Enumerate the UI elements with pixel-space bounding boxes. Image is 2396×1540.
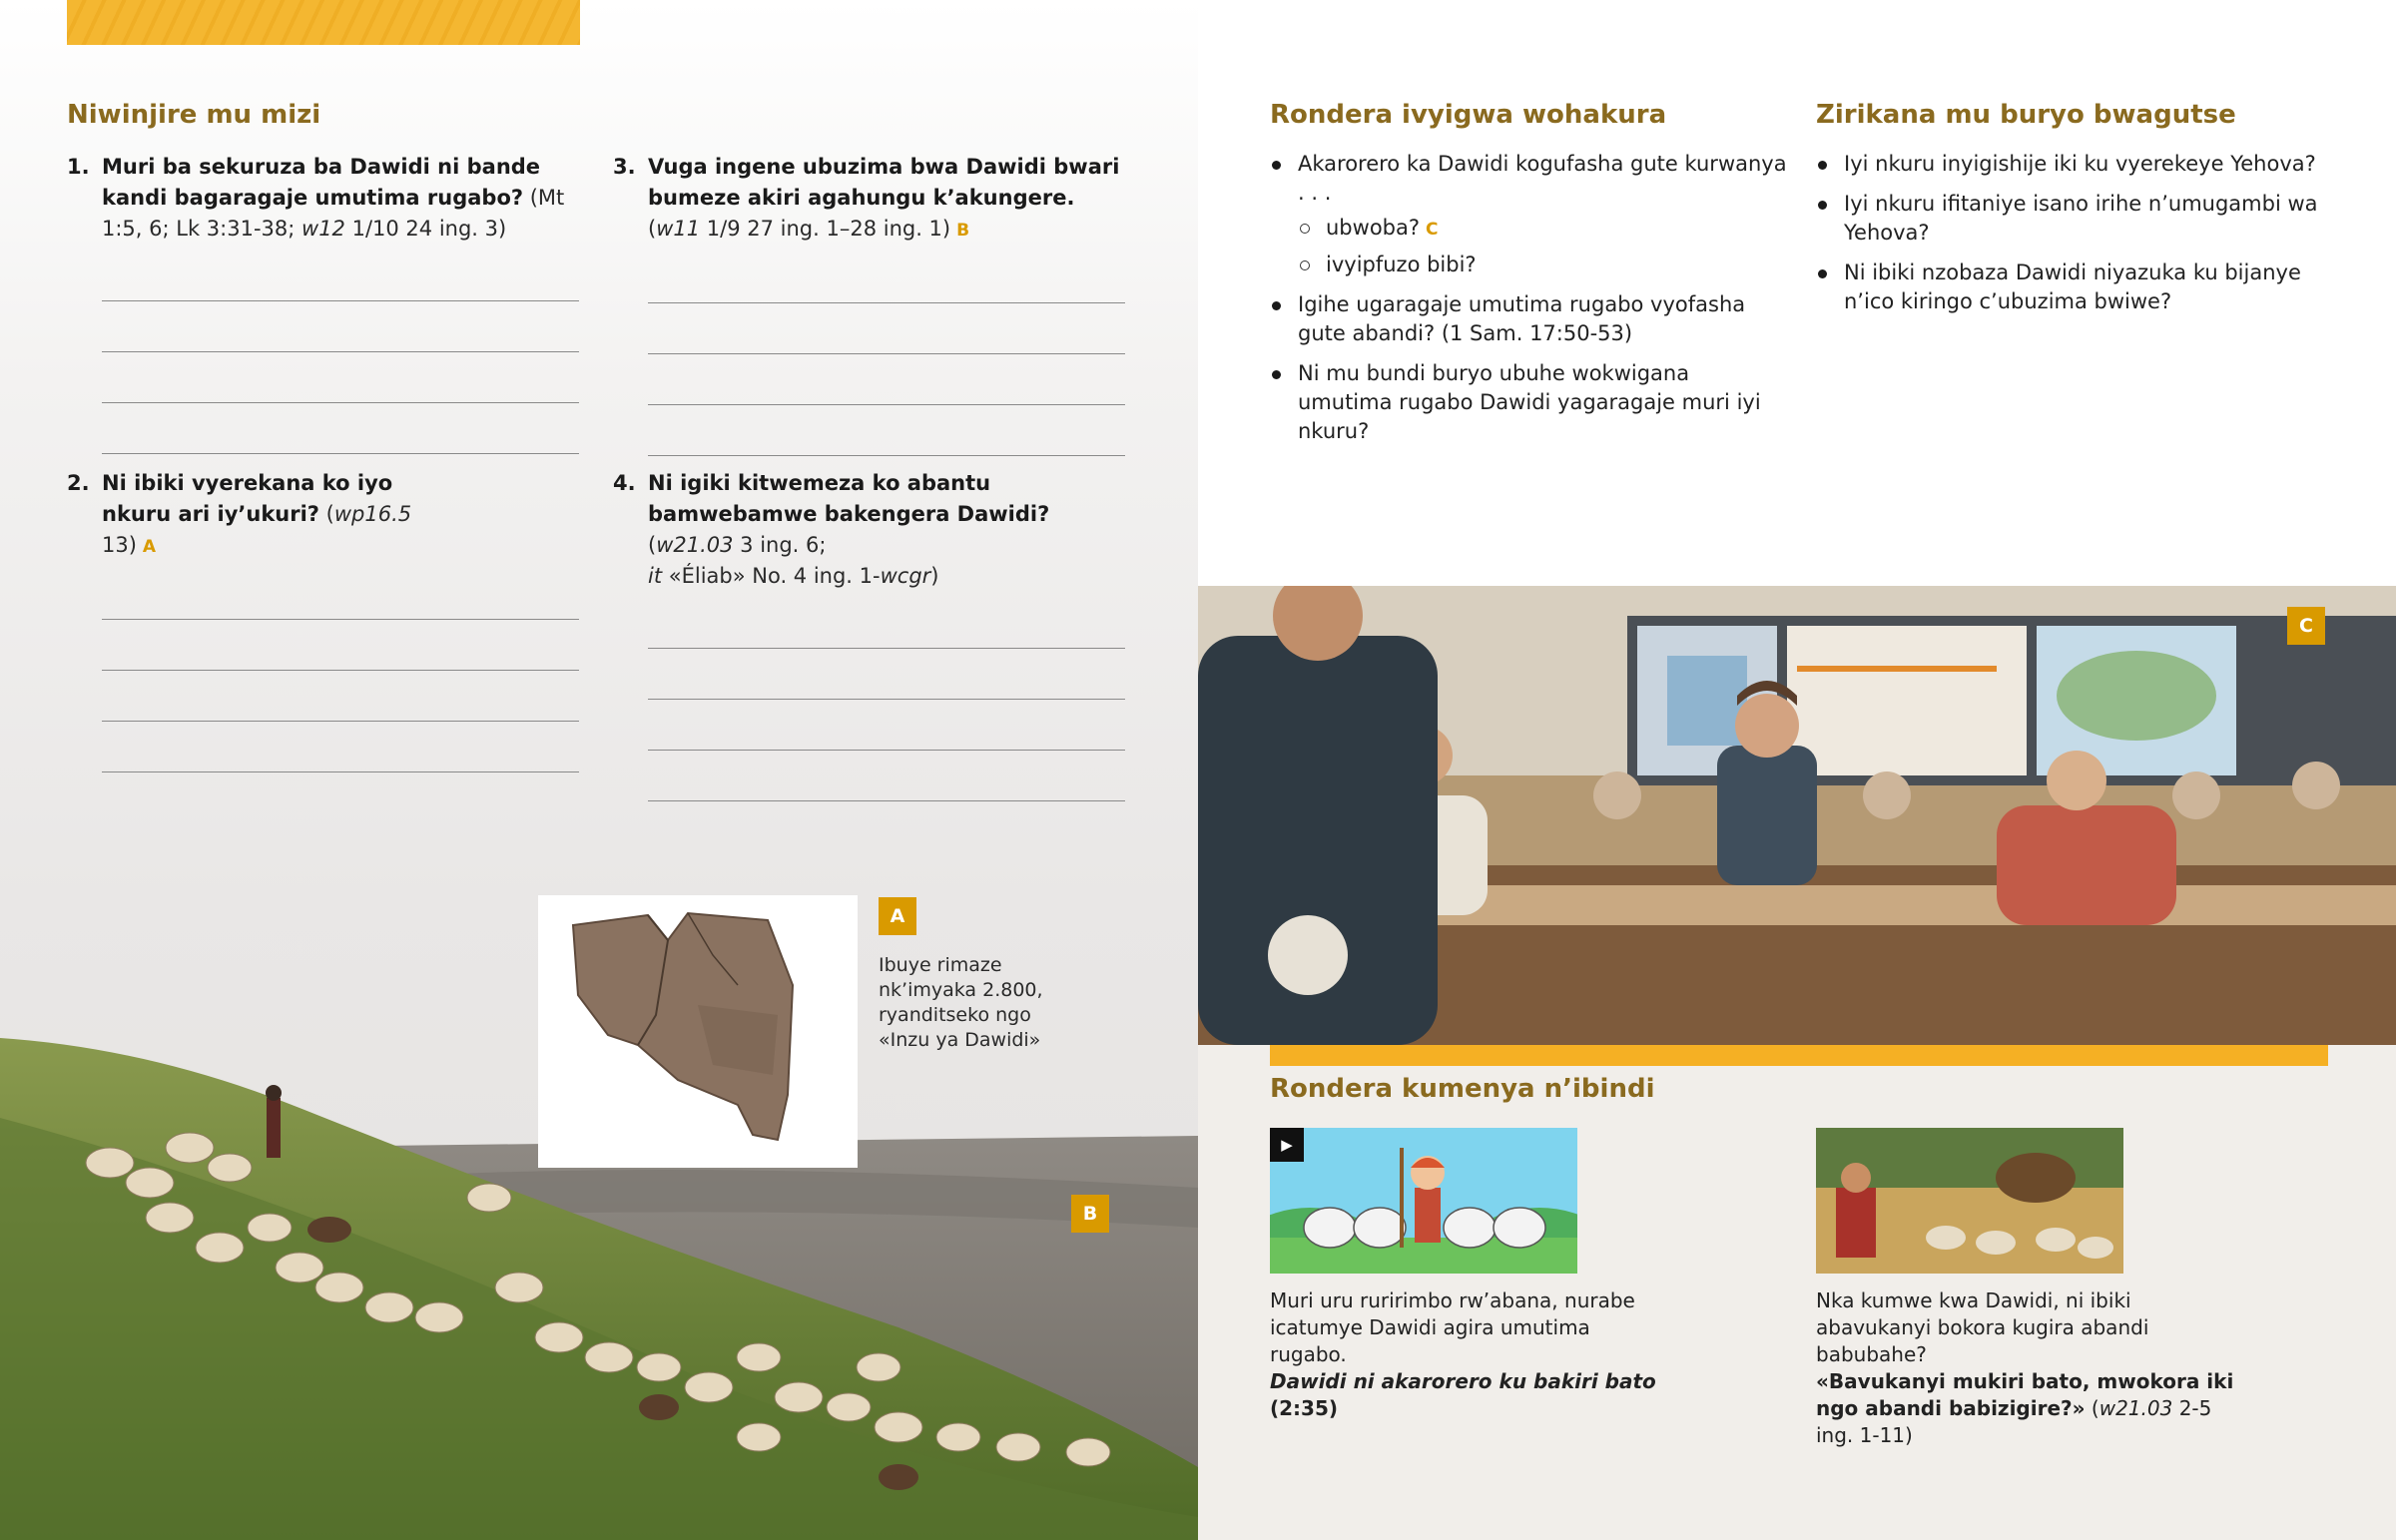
answer-line[interactable]: [102, 403, 579, 454]
publication-link[interactable]: it: [648, 564, 663, 588]
question-reference: [648, 217, 950, 241]
question-text: Ni igiki kitwemeza ko abantu bamwebamwe bakengera Dawidi?: [648, 471, 1050, 526]
cartoon-shepherd-image: [1270, 1128, 1577, 1274]
list-item-text: Iyi nkuru ifitaniye isano irihe n’umugambi wa Yehova?: [1844, 192, 2318, 245]
question-4: [613, 468, 1122, 801]
list-item: [1270, 359, 1789, 446]
reference-close: ): [930, 564, 939, 588]
answer-line[interactable]: [102, 620, 579, 671]
reference-tail: 3 ing. 6;: [733, 533, 827, 557]
reference-open: (: [2085, 1396, 2099, 1420]
reflect-list-container: [1816, 150, 2335, 327]
section-heading-lessons: Rondera ivyigwa wohakura: [1270, 100, 1667, 130]
question-text: Ni ibiki vyerekana ko iyo nkuru ari iy’ukuri?: [102, 471, 393, 526]
answer-line[interactable]: [102, 245, 579, 301]
reference-link[interactable]: (Mt 1:5, 6; Lk 3:31-38;: [102, 186, 565, 241]
list-item-text: Ni mu bundi buryo ubuhe wokwigana umutima rugabo Dawidi yagaragaje muri iyi nkuru?: [1298, 361, 1761, 443]
stone-fragment-icon: [538, 895, 858, 1168]
sub-list-item: [1298, 251, 1789, 279]
reference-tail: «Éliab» No. 4 ing. 1-: [662, 564, 881, 588]
article-thumbnail[interactable]: [1816, 1128, 2123, 1274]
artifact-caption: Ibuye rimaze nk’imyaka 2.800, ryanditseko ngo «Inzu ya Dawidi»: [879, 954, 1043, 1051]
video-thumbnail[interactable]: [1270, 1128, 1577, 1274]
answer-line[interactable]: [102, 563, 579, 620]
image-tag-c[interactable]: C: [1426, 220, 1439, 240]
reference-open: (: [648, 217, 657, 241]
publication-link[interactable]: w21.03: [656, 533, 734, 557]
reference-tail: 2-5 ing. 1-11): [1816, 1396, 2212, 1447]
article-title-link[interactable]: «Bavukanyi mukiri bato, mwokora iki ngo abandi babizigire?»: [1816, 1369, 2234, 1420]
image-tag-b[interactable]: B: [956, 221, 970, 241]
video-duration: (2:35): [1270, 1396, 1339, 1420]
question-text: Vuga ingene ubuzima bwa Dawidi bwari bumeze akiri agahungu k’akungere.: [648, 155, 1120, 210]
play-icon[interactable]: ▶: [1270, 1128, 1304, 1162]
publication-link[interactable]: w12: [301, 217, 345, 241]
accent-bar: [1270, 1045, 2328, 1066]
section-heading-roots: Niwinjire mu mizi: [67, 100, 321, 130]
reference-open: (: [648, 533, 657, 557]
sub-list-item-text: ivyipfuzo bibi?: [1326, 253, 1477, 276]
lessons-list-container: [1270, 150, 1789, 457]
sub-list-item-text: ubwoba?: [1326, 216, 1421, 240]
sub-list: [1298, 214, 1789, 279]
answer-line[interactable]: [648, 303, 1125, 354]
list-item-text: Igihe ugaragaje umutima rugabo vyofasha gute abandi? (1 Sam. 17:50-53): [1298, 292, 1746, 345]
question-number: 3.: [613, 155, 636, 179]
sub-list-item: [1298, 214, 1789, 245]
publication-link[interactable]: wcgr: [880, 564, 931, 588]
reference-tail: 1/10 24 ing. 3): [344, 217, 507, 241]
section-heading-reflect: Zirikana mu buryo bwagutse: [1816, 100, 2236, 130]
article-caption: [1816, 1287, 2235, 1449]
question-reference: [648, 533, 939, 588]
list-item: [1816, 258, 2335, 316]
answer-line[interactable]: [102, 352, 579, 403]
answer-line[interactable]: [102, 671, 579, 722]
answer-line[interactable]: [648, 405, 1125, 456]
image-label-b: B: [1071, 1195, 1109, 1233]
list-item-text: Iyi nkuru inyigishije iki ku vyerekeye Yehova?: [1844, 152, 2316, 176]
answer-line[interactable]: [648, 247, 1125, 303]
right-page: [1198, 0, 2396, 1540]
image-label-a: A: [879, 897, 916, 935]
answer-line[interactable]: [648, 354, 1125, 405]
question-number: 1.: [67, 155, 90, 179]
answer-line[interactable]: [648, 751, 1125, 801]
question-text: Muri ba sekuruza ba Dawidi ni bande kandi bagaragaje umutima rugabo?: [102, 155, 541, 210]
question-2: [67, 468, 576, 772]
question-3: [613, 152, 1122, 456]
publication-link[interactable]: w11: [656, 217, 701, 241]
reference-open: (: [319, 502, 334, 526]
reflect-list: [1816, 150, 2335, 316]
list-item: [1816, 150, 2335, 179]
question-1: [67, 152, 576, 454]
answer-line[interactable]: [102, 301, 579, 352]
image-tag-a[interactable]: A: [142, 537, 157, 557]
video-description: Muri uru ruririmbo rw’abana, nurabe icatumye Dawidi agira umutima rugabo.: [1270, 1288, 1635, 1366]
list-item: [1816, 190, 2335, 248]
answer-line[interactable]: [648, 649, 1125, 700]
section-heading-learn-more: Rondera kumenya n’ibindi: [1270, 1074, 1655, 1104]
david-fighting-lion-image: [1816, 1128, 2123, 1274]
answer-line[interactable]: [102, 722, 579, 772]
stone-artifact-image: [538, 895, 858, 1168]
publication-link[interactable]: w21.03: [2098, 1396, 2173, 1420]
video-title-link[interactable]: Dawidi ni akarorero ku bakiri bato: [1270, 1369, 1656, 1393]
lessons-list: [1270, 150, 1789, 446]
reference-tail: 13): [102, 533, 137, 557]
classroom-image: [1198, 586, 2396, 1045]
answer-line[interactable]: [648, 700, 1125, 751]
video-caption: [1270, 1287, 1669, 1422]
list-item: [1270, 150, 1789, 279]
article-description: Nka kumwe kwa Dawidi, ni ibiki abavukanyi bokora kugira abandi babubahe?: [1816, 1288, 2149, 1366]
list-item-text: Ni ibiki nzobaza Dawidi niyazuka ku bijanye n’ico kiringo c’ubuzima bwiwe?: [1844, 260, 2301, 313]
decorative-top-band: [67, 0, 580, 45]
question-number: 2.: [67, 471, 90, 495]
list-item: [1270, 290, 1789, 348]
question-number: 4.: [613, 471, 636, 495]
reference-tail: 1/9 27 ing. 1–28 ing. 1): [700, 217, 951, 241]
list-item-text: Akarorero ka Dawidi kogufasha gute kurwanya . . .: [1298, 152, 1787, 205]
image-label-c: C: [2287, 607, 2325, 645]
answer-line[interactable]: [648, 592, 1125, 649]
publication-link[interactable]: wp16.5: [333, 502, 412, 526]
